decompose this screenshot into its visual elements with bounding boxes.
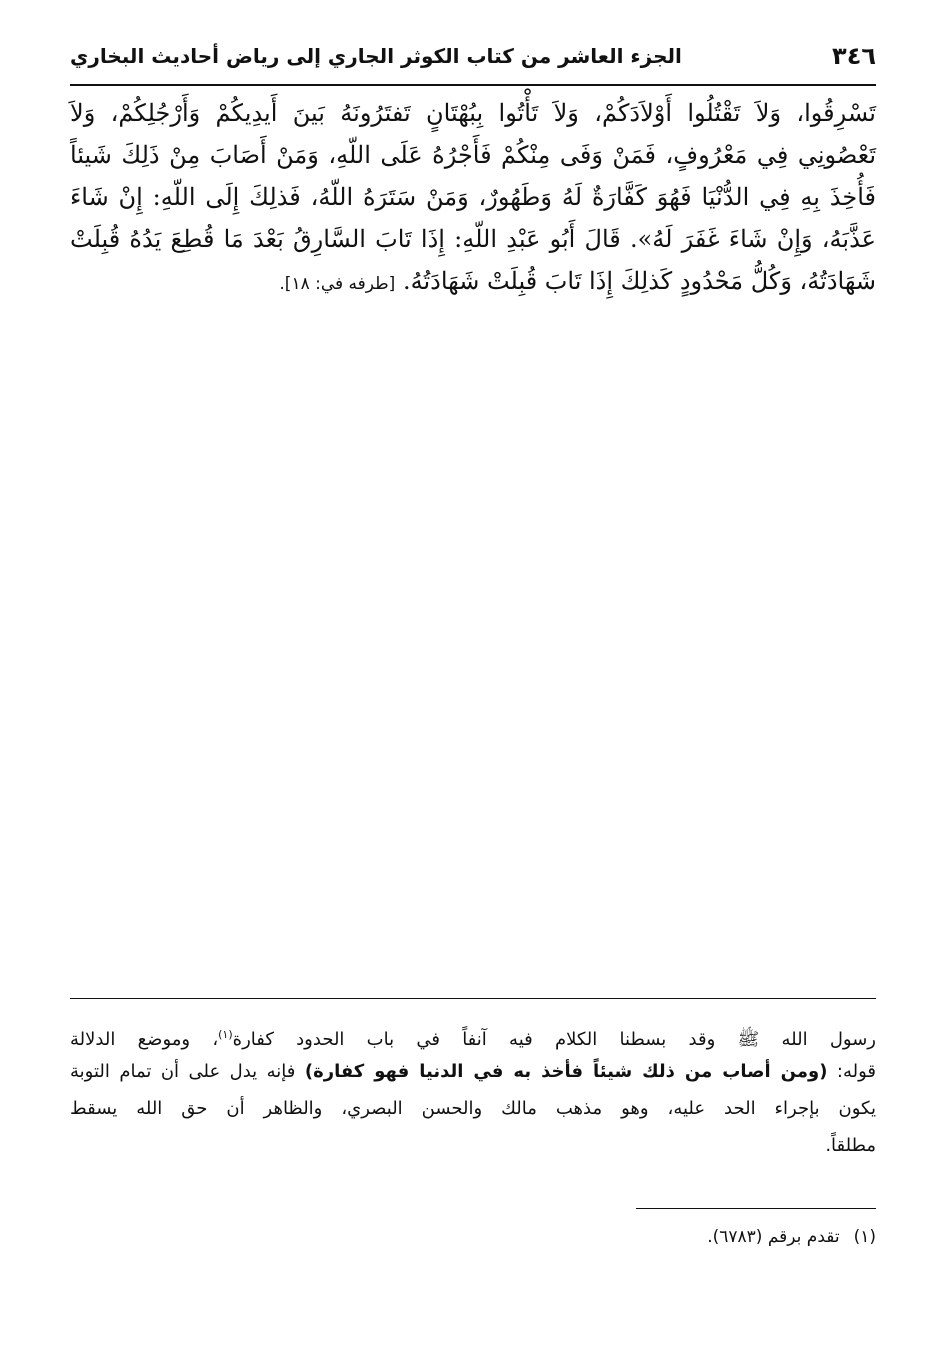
footnote (70, 1222, 876, 1252)
hadith-line: تَعْصُونِي فِي مَعْرُوفٍ، فَمَنْ وَفَى مِنْكُمْ فَأَجْرُهُ عَلَى اللّهِ، وَمَنْ أَصَابَ مِنْ ذَلِكَ شَيئاً (70, 141, 877, 169)
commentary-line1-text: رسول الله ﷺ وقد بسطنا الكلام فيه آنفاً في باب الحدود كفارة (232, 1029, 876, 1050)
quoted-phrase: (ومن أصاب من ذلك شيئاً فأخذ به في الدنيا فهو كفارة) (304, 1061, 828, 1082)
cross-reference: [طرفه في: ١٨]. (279, 274, 396, 294)
hadith-line-text: شَهَادَتُهُ، وَكُلُّ مَحْدُودٍ كَذلِكَ إِذَا تَابَ قُبِلَتْ شَهَادَتُهُ. (402, 267, 876, 295)
hadith-text (70, 92, 876, 302)
footnote-marker[interactable]: (١) (218, 1028, 233, 1041)
commentary-line2-rest: فإنه يدل على أن تمام التوبة (70, 1061, 296, 1082)
footnote-divider (636, 1208, 876, 1209)
header-divider (70, 84, 876, 86)
page-header (70, 42, 876, 76)
hadith-line: تَسْرِقُوا، وَلاَ تَقْتُلُوا أَوْلاَدَكُمْ، وَلاَ تَأْتُوا بِبُهْتَانٍ تَفتَرُونَهُ بَينَ أَيدِيكُمْ وَأَرْجُلِكُمْ، وَلاَ (70, 99, 876, 127)
commentary-line1-tail: ، وموضع الدلالة (70, 1029, 219, 1050)
footnote-number: (١) (853, 1227, 876, 1247)
footnote-text: تقدم برقم (٦٧٨٣). (707, 1227, 840, 1247)
page-number: ٣٤٦ (832, 42, 876, 70)
commentary-line: مطلقاً. (825, 1135, 876, 1156)
hadith-line: فَأُخِذَ بِهِ فِي الدُّنْيَا فَهُوَ كَفَّارَةٌ لَهُ وَطَهُورٌ، وَمَنْ سَتَرَهُ اللّهُ، فَذلِكَ إِلَى اللّهِ: إِنْ شَاءَ (70, 183, 876, 211)
commentary-divider (70, 998, 876, 999)
hadith-line: عَذَّبَهُ، وَإِنْ شَاءَ غَفَرَ لَهُ». قَالَ أَبُو عَبْدِ اللّهِ: إِذَا تَابَ السَّارِقُ بَعْدَ مَا قُطِعَ يَدُهُ قُبِلَتْ (70, 225, 876, 253)
hadith-line-last (70, 260, 876, 302)
running-title: الجزء العاشر من كتاب الكوثر الجاري إلى رياض أحاديث البخاري (70, 44, 682, 68)
commentary-line (70, 1016, 876, 1053)
commentary-line (70, 1053, 876, 1090)
commentary-line: يكون بإجراء الحد عليه، وهو مذهب مالك والحسن البصري، والظاهر أن حق الله يسقط (70, 1098, 876, 1119)
commentary-text (70, 1016, 876, 1164)
commentary-line2-lead: قوله: (836, 1061, 876, 1082)
